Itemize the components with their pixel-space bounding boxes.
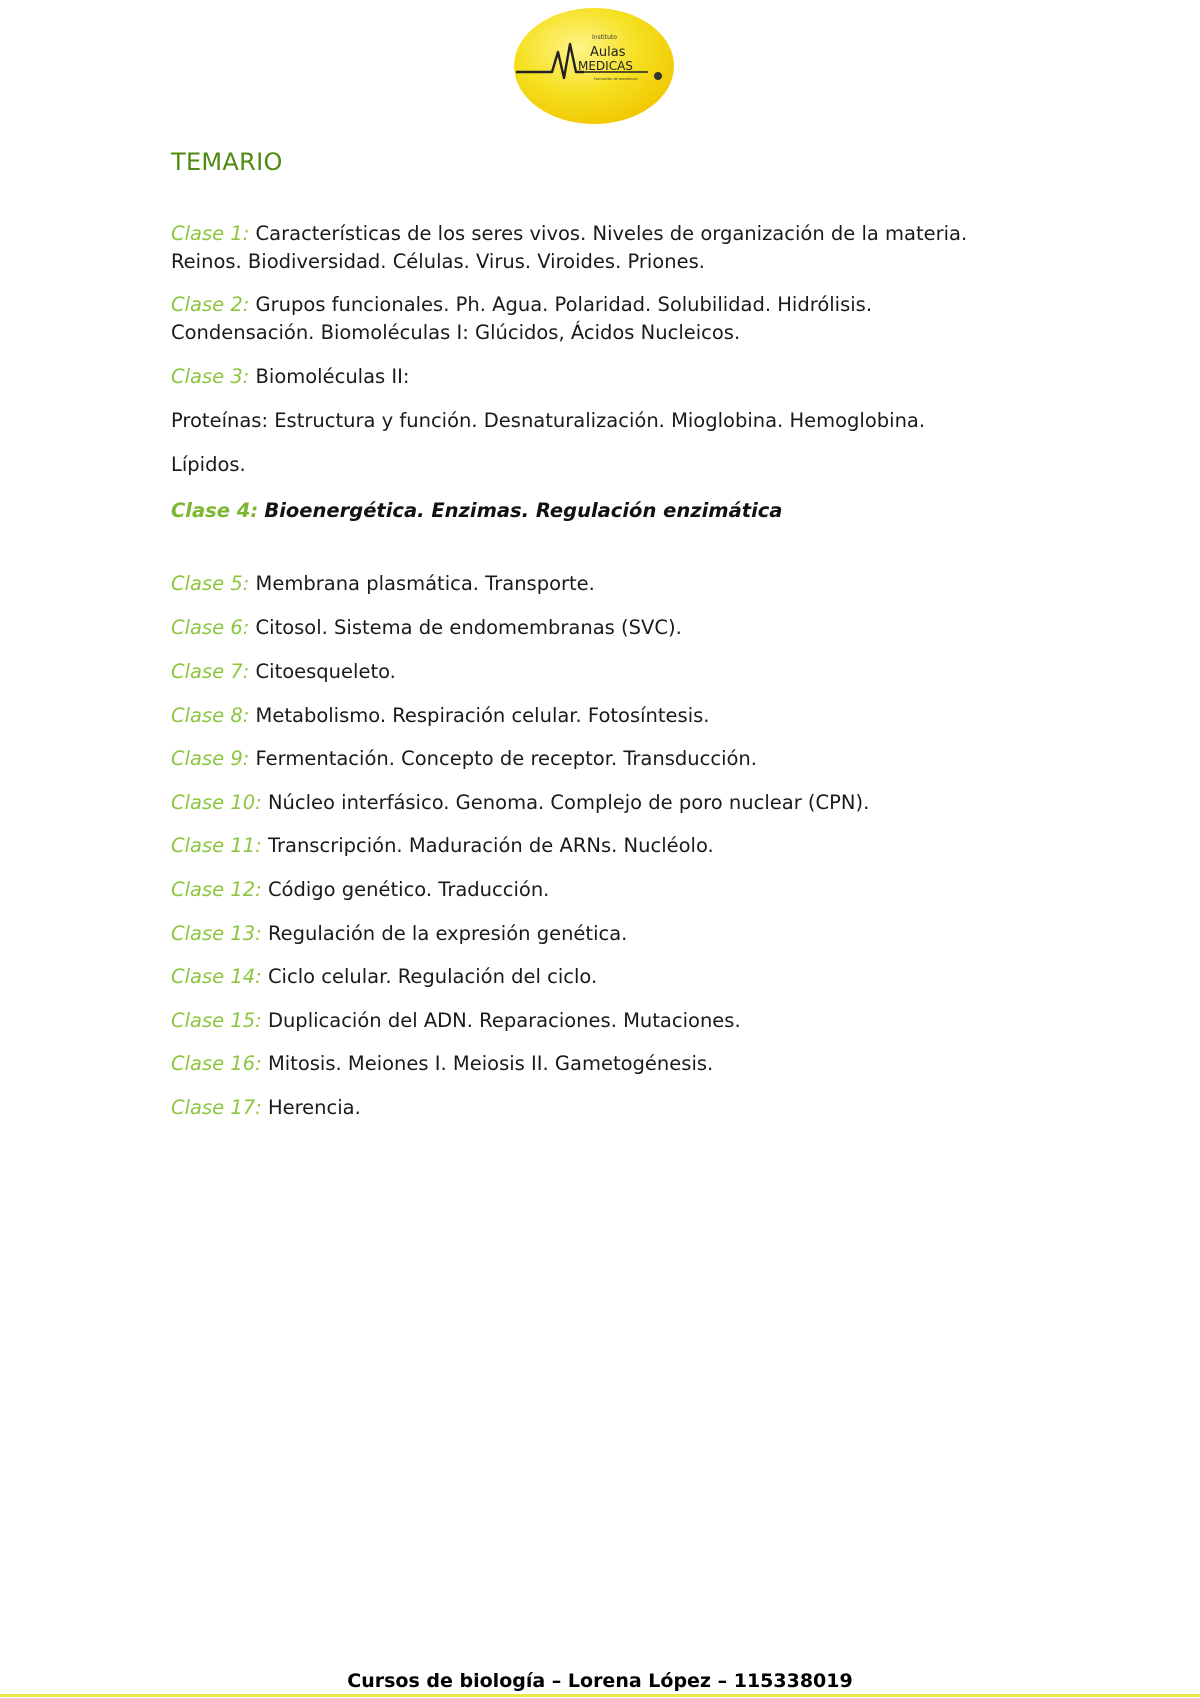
class-15-label: Clase 15: [171, 1009, 262, 1032]
class-15-line [171, 1007, 741, 1035]
class-3-proteins: Proteínas: Estructura y función. Desnaturalización. Mioglobina. Hemoglobina. [171, 409, 926, 432]
class-16-label: Clase 16: [171, 1052, 262, 1075]
class-3-label: Clase 3: [171, 365, 250, 388]
class-10-label: Clase 10: [171, 791, 262, 814]
class-2-label: Clase 2: [171, 293, 250, 316]
class-17-label: Clase 17: [171, 1096, 262, 1119]
class-14-text: Ciclo celular. Regulación del ciclo. [267, 965, 598, 988]
class-10-line [171, 789, 869, 817]
footer-rule [0, 1694, 1200, 1697]
class-16-line [171, 1050, 713, 1078]
brain-icon [654, 72, 662, 80]
class-5-line [171, 570, 595, 598]
class-9-label: Clase 9: [171, 747, 250, 770]
class-9-line [171, 745, 757, 773]
class-11-text: Transcripción. Maduración de ARNs. Nucléolo. [267, 834, 714, 857]
class-2-continuation: Condensación. Biomoléculas I: Glúcidos, Ácidos Nucleicos. [171, 321, 741, 344]
class-8-line [171, 702, 709, 730]
class-8-text: Metabolismo. Respiración celular. Fotosíntesis. [255, 704, 710, 727]
logo-small-text: Instituto [592, 34, 617, 41]
logo-line2: MEDICAS [578, 59, 633, 73]
class-13-text: Regulación de la expresión genética. [267, 922, 628, 945]
class-7-text: Citoesqueleto. [255, 660, 396, 683]
class-9-text: Fermentación. Concepto de receptor. Transducción. [255, 747, 757, 770]
class-13-line [171, 920, 627, 948]
class-3-text: Biomoléculas II: [255, 365, 410, 388]
class-14-line [171, 963, 597, 991]
class-3-line [171, 363, 409, 391]
class-4-line [171, 497, 782, 525]
class-6-text: Citosol. Sistema de endomembranas (SVC). [255, 616, 682, 639]
class-1-label: Clase 1: [171, 222, 250, 245]
class-5-label: Clase 5: [171, 572, 250, 595]
class-3-lipids: Lípidos. [171, 453, 246, 476]
logo-line1: Aulas [590, 45, 626, 60]
class-14-label: Clase 14: [171, 965, 262, 988]
class-1-line [171, 220, 967, 248]
class-15-text: Duplicación del ADN. Reparaciones. Mutaciones. [267, 1009, 741, 1032]
class-7-label: Clase 7: [171, 660, 250, 683]
class-2-text: Grupos funcionales. Ph. Agua. Polaridad. Solubilidad. Hidrólisis. [255, 293, 873, 316]
class-10-text: Núcleo interfásico. Genoma. Complejo de poro nuclear (CPN). [267, 791, 870, 814]
class-13-label: Clase 13: [171, 922, 262, 945]
class-12-text: Código genético. Traducción. [267, 878, 550, 901]
page-title: TEMARIO [171, 148, 283, 176]
class-17-line [171, 1094, 361, 1122]
class-2-line [171, 291, 872, 319]
logo-tagline: Formación de excelencia [594, 77, 638, 81]
class-17-text: Herencia. [267, 1096, 361, 1119]
class-1-text: Características de los seres vivos. Niveles de organización de la materia. [255, 222, 968, 245]
logo [512, 6, 676, 126]
logo-graphic [512, 6, 676, 126]
class-11-label: Clase 11: [171, 834, 262, 857]
class-1-continuation: Reinos. Biodiversidad. Células. Virus. Viroides. Priones. [171, 250, 705, 273]
class-16-text: Mitosis. Meiones I. Meiosis II. Gametogénesis. [267, 1052, 714, 1075]
class-5-text: Membrana plasmática. Transporte. [255, 572, 595, 595]
class-12-line [171, 876, 549, 904]
class-4-label: Clase 4: [171, 499, 259, 522]
class-7-line [171, 658, 396, 686]
footer-text: Cursos de biología – Lorena López – 115338019 [347, 1670, 853, 1692]
class-12-label: Clase 12: [171, 878, 262, 901]
class-11-line [171, 832, 714, 860]
class-4-text: Bioenergética. Enzimas. Regulación enzimática [264, 499, 783, 522]
class-6-label: Clase 6: [171, 616, 250, 639]
class-6-line [171, 614, 682, 642]
class-8-label: Clase 8: [171, 704, 250, 727]
